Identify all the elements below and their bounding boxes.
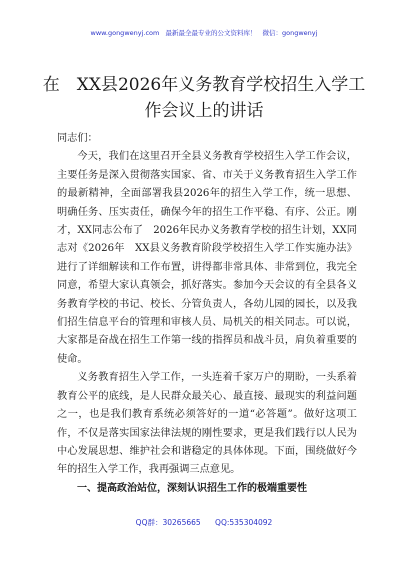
paragraph-opening: 今天，我们在这里召开全县义务教育学校招生入学工作会议，主要任务是深入贯彻落实国家、省、市关于义务教育招生入学工作的最新精神，全面部署我县2026年的招生入学工作，统一思想、明确任务、压实责任，确保今年的招生工作平稳、有序、公正。刚才，XX同志公布了 2026年民办义务教育学校的招生计划，XX同志对《2026年 XX县义务教育阶段学校招生入学工作实施办法》进行了详细解读和工作布置，讲得都非常具体、非常到位，我完全同意，希望大家认真领会，抓好落实。参加今天会议的有全县各义务教育学校的书记、校长、分管负责人，各幼儿园的园长，以及我们招生信息平台的管理和审核人员、局机关的相关同志。可以说，大家都是奋战在招生工作第一线的指挥员和战斗员，肩负着重要的使命。 <box>57 151 357 365</box>
salutation: 同志们： <box>57 133 98 144</box>
site-link[interactable]: www.gongwenyj.com <box>90 29 160 37</box>
footer-contact <box>0 517 408 528</box>
footer-qq: QQ:535304092 <box>215 518 273 527</box>
banner-slogan: 最新最全最专业的公文资料库！ <box>165 29 257 37</box>
document-body <box>57 130 357 498</box>
banner-wechat: 微信：gongwenyj <box>262 29 318 37</box>
document-title: 在 XX县2026年义务教育学校招生入学工作会议上的讲话 <box>42 75 366 121</box>
header-banner <box>0 28 408 38</box>
section-heading: 一、提高政治站位，深刻认识招生工作的极端重要性 <box>77 482 307 494</box>
footer-qq-group: QQ群：30265665 <box>135 518 201 527</box>
paragraph-significance: 义务教育招生入学工作，一头连着千家万户的期盼，一头系着教育公平的底线，是人民群众最关心、最直接、最现实的利益问题之一，也是我们教育系统必须答好的一道“必答题”。做好这项工作，不仅是落实国家法律法规的刚性要求，更是我们践行以人民为中心发展思想、维护社会和谐稳定的具体体现。下面，围绕做好今年的招生入学工作，我再强调三点意见。 <box>57 372 357 476</box>
